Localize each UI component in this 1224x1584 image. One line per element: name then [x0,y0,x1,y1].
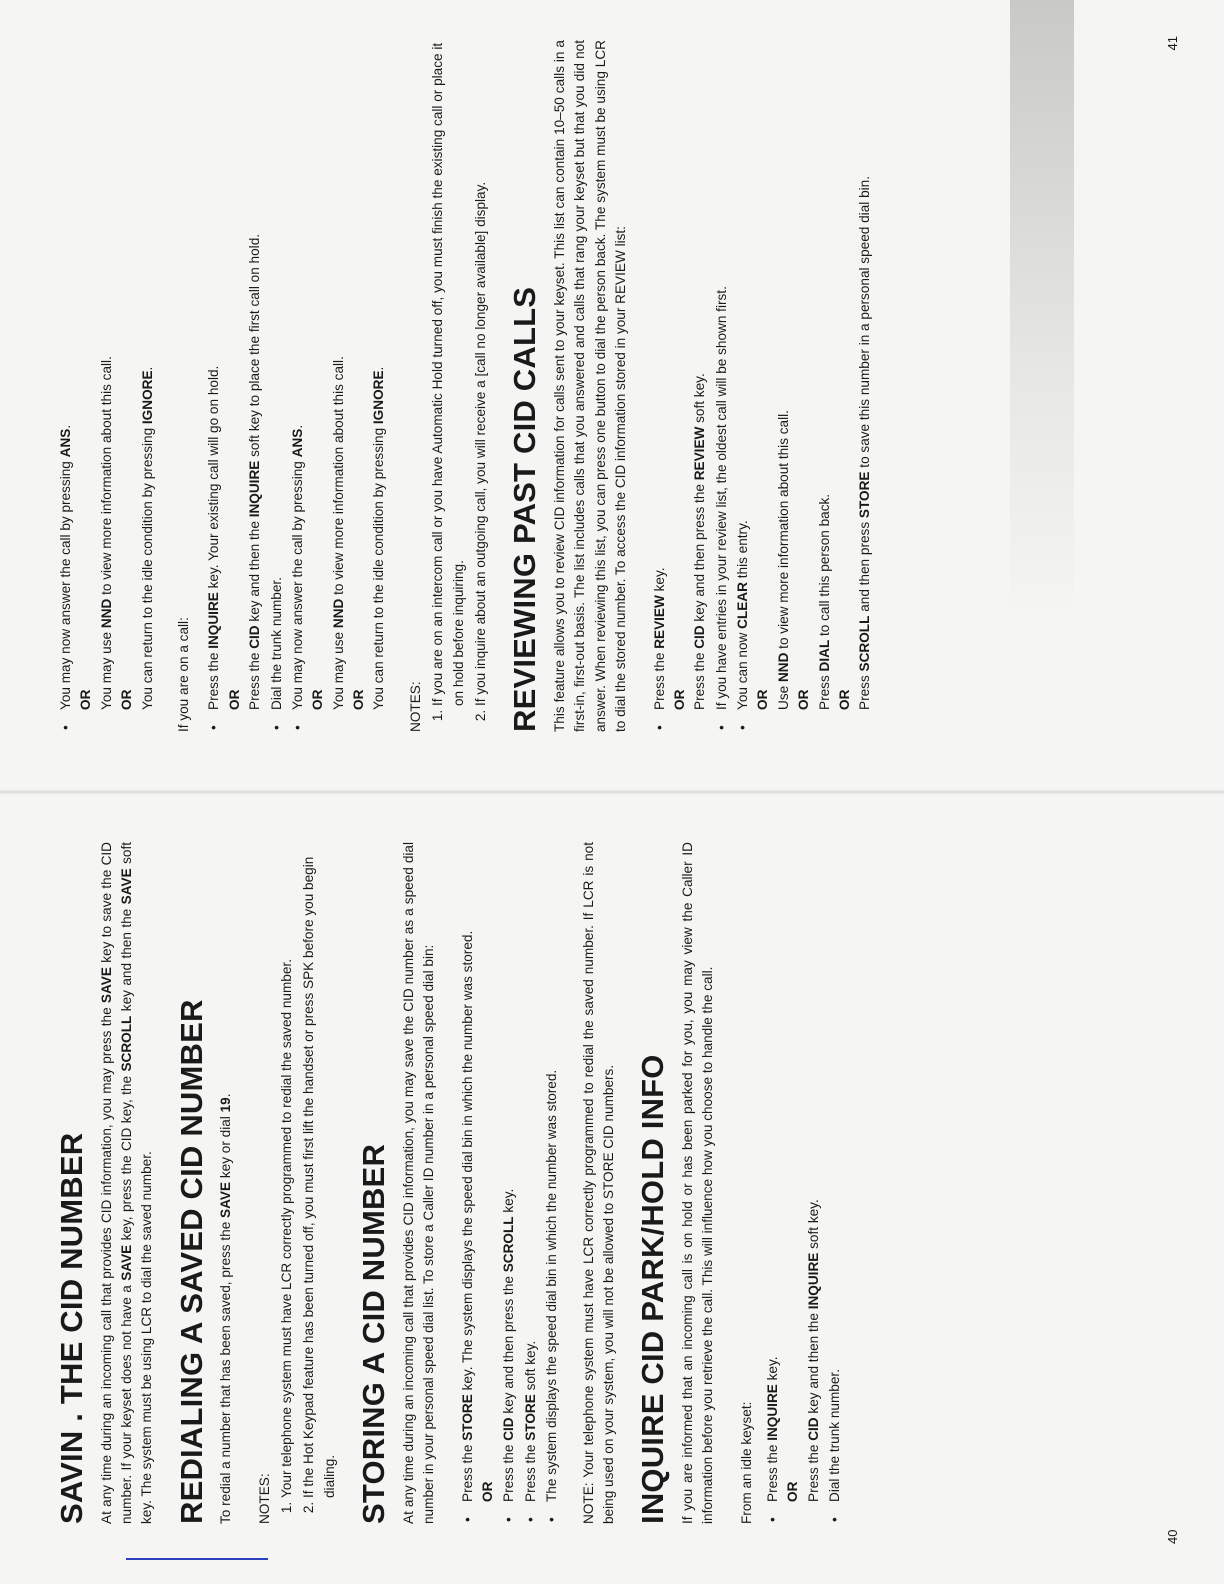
list-item: • Dial the trunk number. [268,577,284,730]
inquire-from-idle: From an idle keyset: [738,1401,754,1524]
list-item: • The system displays the speed dial bin in which the number was stored. [544,1069,560,1522]
redialing-body: To redial a number that has been saved, press the SAVE key or dial 19. [218,1093,234,1524]
page-40 [0,792,1224,1584]
heading-redialing: REDIALING A SAVED CID NUMBER [173,999,209,1524]
list-item: • Press the STORE key. The system displays the speed dial bin in which the number was stored. OR [459,930,495,1522]
section-inquire [637,842,845,1524]
note-item: 1. Your telephone system must have LCR correctly programmed to redial the saved number. [277,842,297,1498]
list-item: • If you have entries in your review list, the oldest call will be shown first. [713,286,729,730]
list-item: • You can now CLEAR this entry. OR Use NND to view more information about this call. OR Press DIAL to call this person back. OR Press SCROLL and then press STORE to save this number in a personal speed dial bin. [735,176,873,730]
inquire-body: If you are informed that an incoming call is on hold or has been parked for you, you may view the Caller ID information before you retrieve the call. This will influence how you choose to handle the call. [679,842,716,1524]
bleed-through-shadow [1010,0,1074,620]
heading-inquire: INQUIRE CID PARK/HOLD INFO [635,1054,671,1524]
section-reviewing [509,40,875,732]
reviewing-body: This feature allows you to review CID information for calls sent to your keyset. This list can contain 10–50 calls in a first-in, first-out basis. The list includes calls that you answered and calls that rang your keyset but that you did not answer. When reviewing this list, you can press one button to dial the person back. The system must be using LCR to dial the stored number. To access the CID information stored in your REVIEW list: [551,40,629,732]
section-redialing [173,842,341,1524]
list-item: • Press the STORE soft key. [522,1340,538,1522]
list-item: • Press the INQUIRE key. OR Press the CID key and then the INQUIRE soft key. [765,1199,821,1522]
section-storing [358,842,619,1524]
scan-mark [126,1558,268,1560]
redialing-notes-title: NOTES: [256,1473,272,1524]
saving-body: At any time during an incoming call that provides CID information, you may press the SAVE key to save the CID number. If your keyset does not have a SAVE key, press the CID key, the SCROLL key and then the SAVE soft key. The system must be using LCR to dial the saved number. [98,841,155,1524]
list-item: • Press the REVIEW key. OR Press the CID key and then press the REVIEW soft key. [651,373,708,730]
on-call-steps [204,40,390,732]
inquire-continued-steps [56,40,158,732]
heading-saving-cid: SAVIN . THE CID NUMBER [54,1132,89,1524]
note-item: 2. If you inquire about an outgoing call, you will receive a [call no longer available] display. [471,40,491,706]
list-item: • Dial the trunk number. [827,1369,843,1522]
on-call-notes-title: NOTES: [407,681,423,732]
note-item: 1. If you are on an intercom call or you have Automatic Hold turned off, you must finish the existing call or place it on hold before inquiring. [428,40,469,706]
heading-reviewing: REVIEWING PAST CID CALLS [507,286,543,732]
storing-steps [458,842,563,1524]
heading-storing: STORING A CID NUMBER [356,1143,392,1524]
list-item: • Press the CID key and then press the SCROLL key. [501,1188,517,1522]
storing-note: NOTE: Your telephone system must have LCR correctly programmed to redial the saved number. If LCR is not being used on your system, you will not be allowed to STORE CID numbers. [580,842,616,1524]
page-number: 40 [1165,1529,1180,1544]
storing-body: At any time during an incoming call that provides CID information, you may save the CID number as a speed dial number in your personal speed dial list. To store a Caller ID number in a personal speed dial bin: [400,842,437,1524]
redialing-notes [277,842,340,1524]
page-number: 41 [1165,36,1180,51]
inquire-steps [763,842,846,1524]
on-call-lead: If you are on a call: [175,617,191,732]
list-item: • Press the INQUIRE key. Your existing call will go on hold. OR Press the CID key and then the INQUIRE soft key to place the first call on hold. [206,233,263,730]
section-saving [56,842,158,1524]
note-item: 2. If the Hot Keypad feature has been turned off, you must first lift the handset or press SPK before you begin dialing. [299,842,340,1498]
list-item: • You may now answer the call by pressing ANS. OR You may use NND to view more information about this call. OR You can return to the idle condition by pressing IGNORE. [58,356,155,730]
on-call-notes [428,40,491,732]
list-item: • You may now answer the call by pressing ANS. OR You may use NND to view more information about this call. OR You can return to the idle condition by pressing IGNORE. [289,356,387,730]
reviewing-steps [650,40,876,732]
